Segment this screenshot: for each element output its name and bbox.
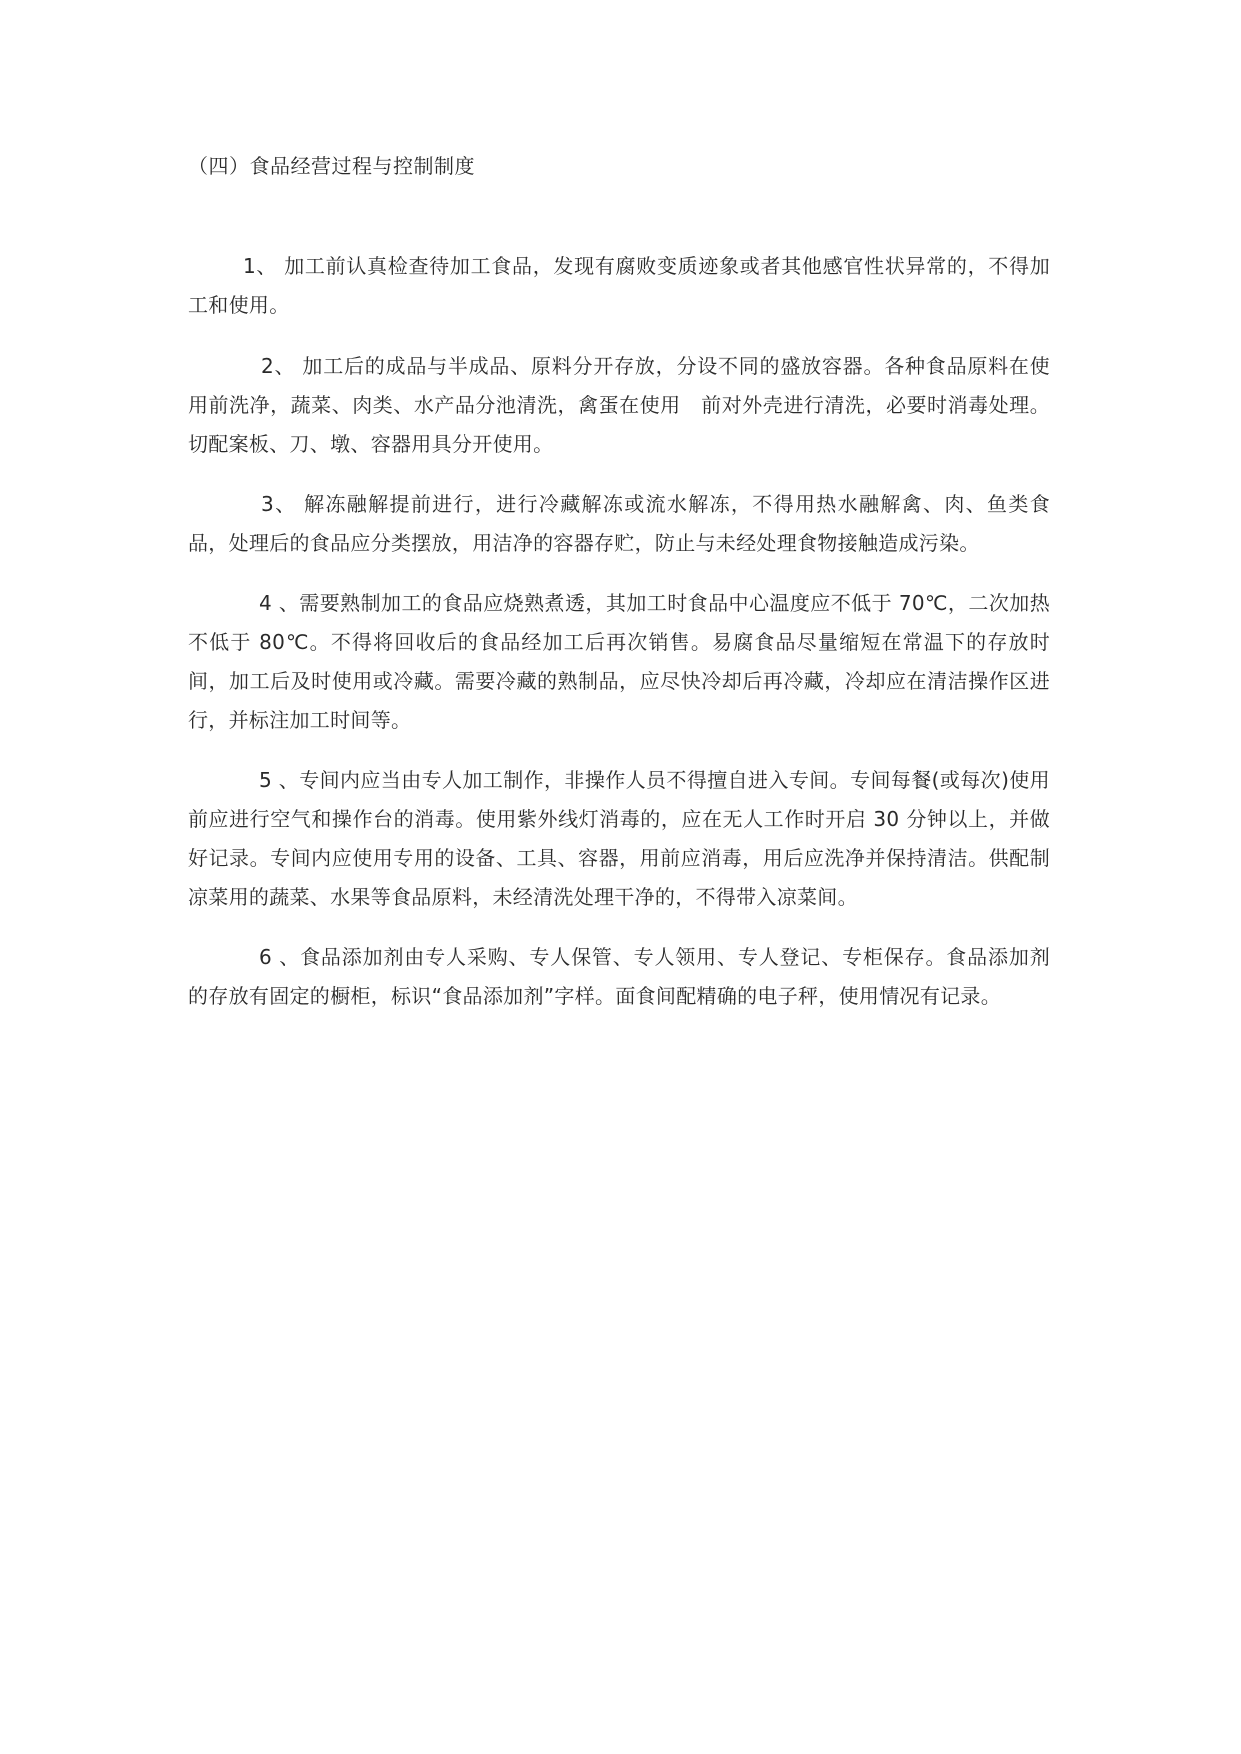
paragraph-2 — [188, 347, 1050, 464]
paragraph-4 — [188, 584, 1050, 740]
paragraph-text: 加工后的成品与半成品、原料分开存放，分设不同的盛放容器。各种食品原料在使用前洗净，蔬菜、肉类、水产品分池清洗，禽蛋在使用 前对外壳进行清洗，必要时消毒处理。切配案板、刀、墩、容器用具分开使用。 — [188, 354, 1050, 456]
paragraph-text: 专间内应当由专人加工制作，非操作人员不得擅自进入专间。专间每餐(或每次)使用前应进行空气和操作台的消毒。使用紫外线灯消毒的，应在无人工作时开启 30 分钟以上，并做好记录。专间内应使用专用的设备、工具、容器，用前应消毒，用后应洗净并保持清洁。供配制凉菜用的蔬菜、水果等食品原料，未经清洗处理干净的，不得带入凉菜间。 — [188, 768, 1050, 909]
paragraph-5 — [188, 761, 1050, 917]
paragraph-1 — [188, 247, 1050, 325]
paragraph-number: 6 、 — [259, 945, 301, 969]
section-title: （四）食品经营过程与控制制度 — [188, 154, 475, 178]
paragraph-text: 食品添加剂由专人采购、专人保管、专人领用、专人登记、专柜保存。食品添加剂的存放有固定的橱柜，标识“食品添加剂”字样。面食间配精确的电子秤，使用情况有记录。 — [188, 945, 1050, 1008]
paragraph-text: 加工前认真检查待加工食品，发现有腐败变质迹象或者其他感官性状异常的，不得加工和使用。 — [188, 254, 1051, 317]
paragraph-number: 3、 — [261, 492, 305, 516]
paragraph-text: 解冻融解提前进行，进行冷藏解冻或流水解冻，不得用热水融解禽、肉、鱼类食品，处理后的食品应分类摆放，用洁净的容器存贮，防止与未经处理食物接触造成污染。 — [188, 492, 1051, 555]
paragraph-number: 4 、 — [259, 591, 300, 615]
paragraph-number: 1、 — [243, 254, 285, 278]
paragraph-number: 5 、 — [259, 768, 300, 792]
paragraph-number: 2、 — [261, 354, 303, 378]
paragraph-6 — [188, 938, 1050, 1016]
paragraph-text: 需要熟制加工的食品应烧熟煮透，其加工时食品中心温度应不低于 70℃，二次加热不低于 80℃。不得将回收后的食品经加工后再次销售。易腐食品尽量缩短在常温下的存放时间，加工后及时使用或冷藏。需要冷藏的熟制品，应尽快冷却后再冷藏，冷却应在清洁操作区进行，并标注加工时间等。 — [188, 591, 1050, 732]
paragraph-3 — [188, 485, 1050, 563]
document-body — [188, 247, 1050, 1037]
